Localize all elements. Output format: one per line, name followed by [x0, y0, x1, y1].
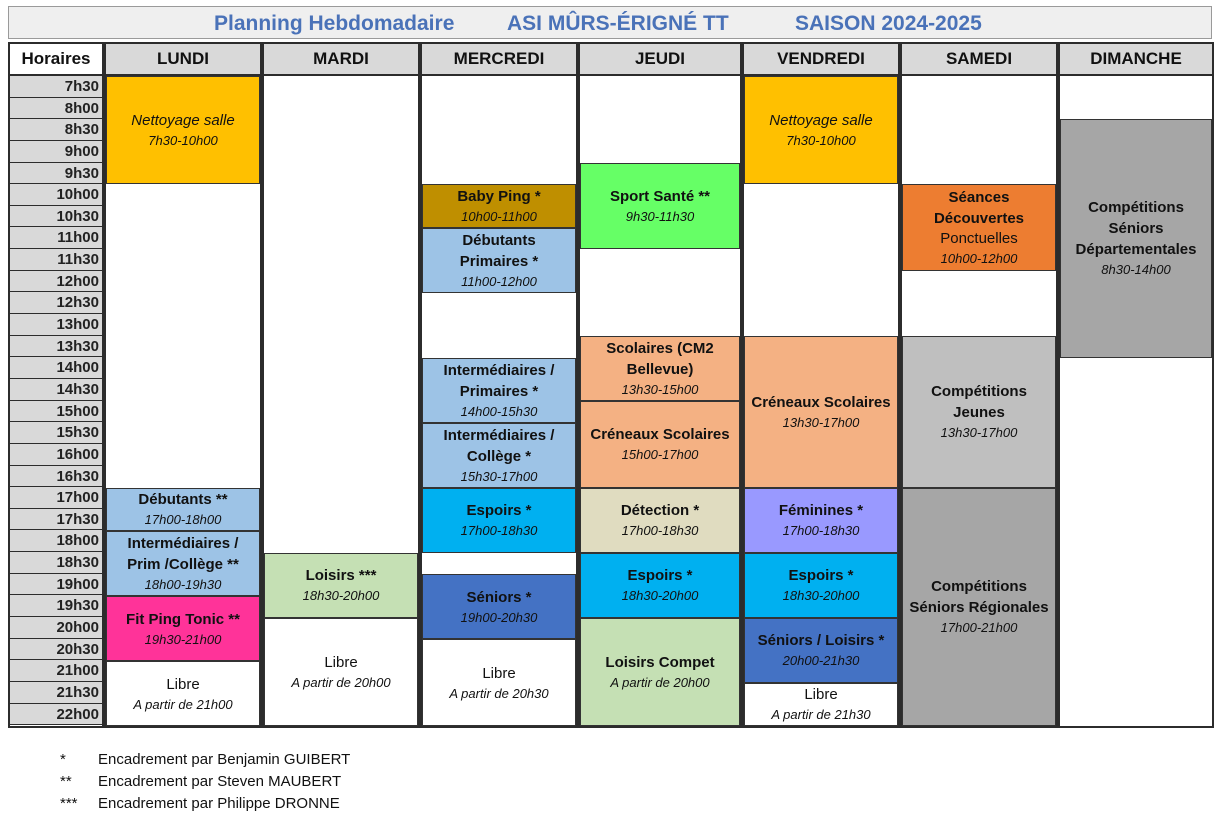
- hour-label: 8h00: [10, 98, 102, 120]
- activity-time: 13h30-17h00: [940, 425, 1018, 441]
- activity-block: [902, 184, 1056, 271]
- hour-label: 14h30: [10, 379, 102, 401]
- activity-time: 13h30-17h00: [782, 414, 860, 430]
- activity-name: Séances Découvertes: [933, 189, 1025, 228]
- activity-name: Débutants **: [138, 491, 228, 509]
- activity-block: [106, 596, 260, 661]
- hour-label: 9h30: [10, 163, 102, 185]
- activity-name: Nettoyage salle: [769, 112, 873, 130]
- activity-time: 19h00-20h30: [460, 609, 538, 625]
- activity-time: 18h30-20h00: [621, 588, 699, 604]
- activity-time: A partir de 21h00: [133, 696, 233, 712]
- hour-label: 22h00: [10, 704, 102, 726]
- planning-title: Planning Hebdomadaire: [214, 12, 455, 35]
- day-column-mercredi: [420, 76, 578, 728]
- activity-time: A partir de 21h30: [771, 707, 871, 723]
- hour-label: 12h00: [10, 271, 102, 293]
- legend-text: Encadrement par Benjamin GUIBERT: [98, 751, 351, 768]
- activity-time: 18h30-20h00: [302, 588, 380, 604]
- activity-name: Espoirs *: [788, 567, 854, 585]
- activity-name: Débutants Primaires *: [459, 231, 539, 270]
- hour-label: 18h30: [10, 552, 102, 574]
- activity-name: Libre: [804, 686, 838, 704]
- activity-name: Sport Santé **: [609, 187, 711, 205]
- hour-label: 19h30: [10, 595, 102, 617]
- activity-time: 15h30-17h00: [460, 468, 538, 484]
- activity-block: [744, 488, 898, 553]
- day-column-dimanche: [1058, 76, 1214, 728]
- activity-time: 18h30-20h00: [782, 588, 860, 604]
- legend-mark: ***: [60, 795, 78, 812]
- legend-item: [60, 751, 350, 768]
- activity-time: 8h30-14h00: [1101, 262, 1171, 278]
- activity-time: 19h30-21h00: [144, 631, 222, 647]
- header-hours: Horaires: [8, 42, 104, 76]
- day-column-jeudi: [578, 76, 742, 728]
- hour-label: 18h00: [10, 530, 102, 552]
- activity-block: [744, 336, 898, 488]
- hour-label: 11h00: [10, 227, 102, 249]
- activity-name: Créneaux Scolaires: [590, 426, 730, 444]
- hour-label: 15h00: [10, 401, 102, 423]
- activity-block: [580, 488, 740, 553]
- activity-subtitle: Ponctuelles: [940, 230, 1018, 248]
- activity-name: Fit Ping Tonic **: [126, 610, 240, 628]
- hour-label: 17h00: [10, 487, 102, 509]
- activity-block: [422, 423, 576, 488]
- hour-label: 21h30: [10, 682, 102, 704]
- day-column-samedi: [900, 76, 1058, 728]
- hour-label: 7h30: [10, 76, 102, 98]
- day-column-vendredi: [742, 76, 900, 728]
- activity-block: [264, 618, 418, 726]
- activity-name: Intermédiaires / Collège *: [443, 426, 555, 465]
- activity-block: [422, 488, 576, 553]
- activity-time: 9h30-11h30: [625, 208, 695, 224]
- hour-label: 8h30: [10, 119, 102, 141]
- activity-time: 17h00-18h00: [144, 512, 222, 528]
- activity-time: 7h30-10h00: [148, 133, 218, 149]
- activity-time: 13h30-15h00: [621, 382, 699, 397]
- activity-block: [580, 618, 740, 726]
- hour-label: 9h00: [10, 141, 102, 163]
- hour-label: 12h30: [10, 292, 102, 314]
- activity-block: [422, 639, 576, 726]
- header-jeudi: JEUDI: [578, 42, 742, 76]
- hour-label: 20h30: [10, 639, 102, 661]
- legend-mark: **: [60, 773, 72, 790]
- legend-text: Encadrement par Philippe DRONNE: [98, 795, 340, 812]
- activity-block: [106, 531, 260, 596]
- activity-name: Espoirs *: [627, 567, 693, 585]
- activity-name: Libre: [324, 653, 358, 671]
- activity-block: [422, 184, 576, 227]
- activity-block: [744, 553, 898, 618]
- hour-label: 14h00: [10, 357, 102, 379]
- activity-block: [744, 683, 898, 726]
- hour-label: 19h00: [10, 574, 102, 596]
- activity-time: A partir de 20h00: [291, 674, 391, 690]
- hour-label: 16h30: [10, 466, 102, 488]
- hour-label: 13h00: [10, 314, 102, 336]
- activity-time: 10h00-11h00: [461, 208, 537, 224]
- activity-name: Séniors *: [466, 588, 532, 606]
- activity-name: Intermédiaires / Prim /Collège **: [127, 535, 239, 573]
- activity-block: [580, 401, 740, 488]
- hour-label: 17h30: [10, 509, 102, 531]
- activity-block: [106, 488, 260, 531]
- activity-name: Espoirs *: [466, 502, 532, 520]
- activity-block: [422, 574, 576, 639]
- hour-label: 21h00: [10, 660, 102, 682]
- activity-time: 17h00-18h30: [621, 523, 699, 539]
- activity-time: 18h00-19h30: [144, 577, 222, 592]
- hour-label: 16h00: [10, 444, 102, 466]
- activity-block: [106, 76, 260, 184]
- header-lundi: LUNDI: [104, 42, 262, 76]
- activity-time: 7h30-10h00: [786, 133, 856, 149]
- activity-block: [1060, 119, 1212, 357]
- day-column-mardi: [262, 76, 420, 728]
- hour-label: 13h30: [10, 336, 102, 358]
- activity-name: Féminines *: [778, 502, 864, 520]
- activity-name: Intermédiaires / Primaires *: [443, 361, 555, 400]
- activity-name: Détection *: [620, 502, 700, 520]
- hours-column: [8, 76, 104, 728]
- activity-time: 11h00-12h00: [461, 273, 537, 289]
- hour-label: 15h30: [10, 422, 102, 444]
- activity-block: [580, 553, 740, 618]
- club-name: ASI MÛRS-ÉRIGNÉ TT: [507, 12, 729, 35]
- activity-block: [106, 661, 260, 726]
- hour-label: 10h00: [10, 184, 102, 206]
- legend-mark: *: [60, 751, 66, 768]
- activity-name: Créneaux Scolaires: [751, 393, 891, 411]
- activity-name: Loisirs Compet: [605, 653, 715, 671]
- header-dimanche: DIMANCHE: [1058, 42, 1214, 76]
- activity-name: Compétitions Jeunes: [931, 383, 1027, 422]
- activity-time: 10h00-12h00: [940, 251, 1018, 267]
- title-bar: [8, 6, 1212, 39]
- activity-time: 17h00-18h30: [460, 523, 538, 539]
- activity-name: Loisirs ***: [305, 567, 377, 585]
- activity-block: [580, 163, 740, 250]
- activity-name: Scolaires (CM2 Bellevue): [606, 340, 714, 378]
- activity-block: [744, 76, 898, 184]
- activity-name: Compétitions Séniors Départementales: [1075, 199, 1197, 259]
- legend-item: [60, 795, 340, 812]
- activity-time: 15h00-17h00: [621, 447, 699, 463]
- activity-name: Libre: [166, 675, 200, 693]
- day-column-lundi: [104, 76, 262, 728]
- activity-time: 17h00-18h30: [782, 523, 860, 539]
- activity-block: [744, 618, 898, 683]
- hour-label: 10h30: [10, 206, 102, 228]
- activity-name: Séniors / Loisirs *: [757, 632, 885, 650]
- header-samedi: SAMEDI: [900, 42, 1058, 76]
- legend-item: [60, 773, 341, 790]
- activity-name: Libre: [482, 664, 516, 682]
- activity-name: Nettoyage salle: [131, 112, 235, 130]
- legend-text: Encadrement par Steven MAUBERT: [98, 773, 342, 790]
- activity-time: A partir de 20h00: [610, 674, 710, 690]
- activity-block: [902, 488, 1056, 726]
- activity-name: Baby Ping *: [457, 187, 541, 205]
- season-label: SAISON 2024-2025: [795, 12, 982, 35]
- hour-label: 11h30: [10, 249, 102, 271]
- activity-block: [422, 228, 576, 293]
- activity-block: [580, 336, 740, 401]
- header-mercredi: MERCREDI: [420, 42, 578, 76]
- activity-time: 14h00-15h30: [460, 403, 538, 419]
- activity-block: [264, 553, 418, 618]
- activity-block: [422, 358, 576, 423]
- header-vendredi: VENDREDI: [742, 42, 900, 76]
- activity-time: 20h00-21h30: [782, 653, 860, 669]
- activity-time: A partir de 20h30: [449, 685, 549, 701]
- activity-block: [902, 336, 1056, 488]
- header-mardi: MARDI: [262, 42, 420, 76]
- hour-label: 20h00: [10, 617, 102, 639]
- activity-time: 17h00-21h00: [940, 620, 1018, 636]
- activity-name: Compétitions Séniors Régionales: [909, 578, 1049, 617]
